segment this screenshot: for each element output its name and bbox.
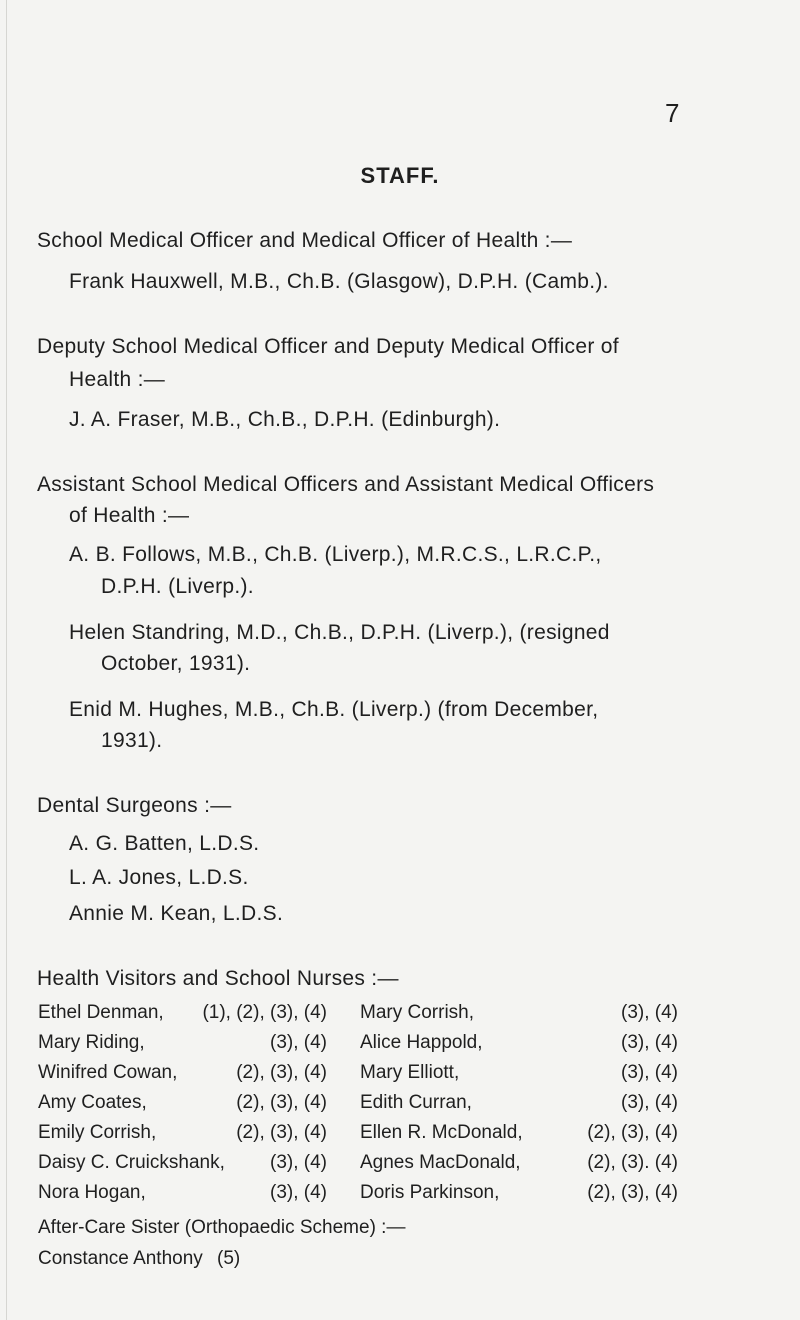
- nurse-name: Mary Elliott,: [360, 1062, 460, 1083]
- dental-surgeon: A. G. Batten, L.D.S.: [69, 832, 260, 855]
- nurse-name: Amy Coates,: [38, 1092, 147, 1113]
- roster-row: [38, 1002, 678, 1032]
- nurse-roster: [38, 1002, 678, 1212]
- nurse-codes: (3), (4): [270, 1182, 327, 1203]
- nurse-name: Daisy C. Cruickshank,: [38, 1152, 225, 1173]
- dental-heading: Dental Surgeons :—: [37, 794, 232, 817]
- dental-surgeon: L. A. Jones, L.D.S.: [69, 866, 249, 889]
- deputy-heading-line2: Health :—: [69, 368, 166, 391]
- nurse-codes: (2), (3), (4): [587, 1182, 678, 1203]
- dental-surgeon: Annie M. Kean, L.D.S.: [69, 902, 284, 925]
- nurse-name: Mary Riding,: [38, 1032, 145, 1053]
- page-edge: [6, 0, 7, 1320]
- nurse-name: Alice Happold,: [360, 1032, 483, 1053]
- moh-name: Frank Hauxwell, M.B., Ch.B. (Glasgow), D.P.H. (Camb.).: [69, 270, 609, 293]
- deputy-name: J. A. Fraser, M.B., Ch.B., D.P.H. (Edinburgh).: [69, 408, 501, 431]
- assistant-entry-line2: D.P.H. (Liverp.).: [101, 575, 254, 598]
- roster-row: [38, 1152, 678, 1182]
- nurse-codes: (2), (3), (4): [236, 1062, 327, 1083]
- nurse-codes: (3), (4): [270, 1152, 327, 1173]
- after-care-name: Constance Anthony: [38, 1248, 203, 1269]
- roster-row: [38, 1182, 678, 1212]
- health-visitors-heading: Health Visitors and School Nurses :—: [37, 967, 399, 990]
- assistants-heading-line2: of Health :—: [69, 504, 190, 527]
- nurse-codes: (2), (3), (4): [587, 1122, 678, 1143]
- nurse-codes: (3), (4): [621, 1002, 678, 1023]
- nurse-name: Emily Corrish,: [38, 1122, 157, 1143]
- nurse-name: Ethel Denman,: [38, 1002, 164, 1023]
- nurse-name: Winifred Cowan,: [38, 1062, 178, 1083]
- nurse-codes: (2), (3). (4): [587, 1152, 678, 1173]
- roster-row: [38, 1122, 678, 1152]
- assistant-entry-line1: Enid M. Hughes, M.B., Ch.B. (Liverp.) (from December,: [69, 698, 599, 721]
- after-care-heading: After-Care Sister (Orthopaedic Scheme) :—: [38, 1217, 406, 1238]
- assistant-entry-line1: Helen Standring, M.D., Ch.B., D.P.H. (Liverp.), (resigned: [69, 621, 610, 644]
- moh-heading: School Medical Officer and Medical Officer of Health :—: [37, 229, 573, 252]
- nurse-name: Ellen R. McDonald,: [360, 1122, 523, 1143]
- page-number: 7: [665, 98, 680, 128]
- roster-row: [38, 1092, 678, 1122]
- assistant-entry-line2: 1931).: [101, 729, 163, 752]
- nurse-name: Edith Curran,: [360, 1092, 472, 1113]
- nurse-codes: (3), (4): [621, 1032, 678, 1053]
- roster-row: [38, 1062, 678, 1092]
- nurse-name: Mary Corrish,: [360, 1002, 475, 1023]
- nurse-codes: (2), (3), (4): [236, 1092, 327, 1113]
- nurse-name: Agnes MacDonald,: [360, 1152, 521, 1173]
- nurse-codes: (3), (4): [621, 1062, 678, 1083]
- assistant-entry-line2: October, 1931).: [101, 652, 251, 675]
- assistant-entry-line1: A. B. Follows, M.B., Ch.B. (Liverp.), M.R.C.S., L.R.C.P.,: [69, 543, 602, 566]
- page-title: STAFF.: [360, 163, 440, 188]
- nurse-codes: (2), (3), (4): [236, 1122, 327, 1143]
- deputy-heading-line1: Deputy School Medical Officer and Deputy Medical Officer of: [37, 335, 619, 358]
- roster-row: [38, 1032, 678, 1062]
- assistants-heading-line1: Assistant School Medical Officers and Assistant Medical Officers: [37, 473, 655, 496]
- nurse-codes: (3), (4): [270, 1032, 327, 1053]
- nurse-name: Nora Hogan,: [38, 1182, 146, 1203]
- nurse-codes: (3), (4): [621, 1092, 678, 1113]
- nurse-name: Doris Parkinson,: [360, 1182, 500, 1203]
- nurse-codes: (1), (2), (3), (4): [202, 1002, 327, 1023]
- after-care-codes: (5): [217, 1248, 241, 1269]
